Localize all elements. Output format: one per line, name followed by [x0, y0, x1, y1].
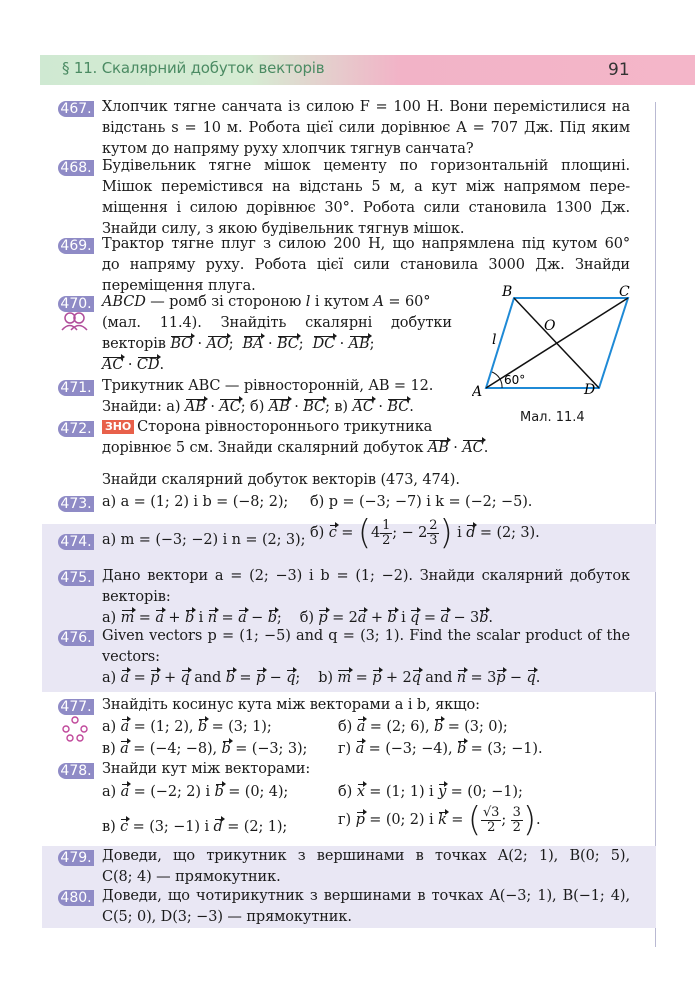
intro-473-474: Знайди скалярний добуток векторів (473, 474).	[102, 472, 460, 488]
problem-480-line: Доведи, що чотирикутник з вершинами в точках A(−3; 1), B(−1; 4),	[102, 888, 630, 904]
problem-479-line: Доведи, що трикутник з вершинами в точках A(2; 1), B(0; 5),	[102, 848, 630, 864]
problem-476-line: Given vectors p = (1; −5) and q = (3; 1). Find the scalar product of the	[102, 628, 630, 644]
problem-469-line: до напряму руху. Робота цієї сили становила 3000 Дж. Знайди	[102, 257, 630, 273]
section-title: § 11. Скалярний добуток векторів	[62, 59, 325, 77]
problem-number-480: 480.	[58, 890, 94, 906]
problem-470-line: ABCD — ромб зі стороною l і кутом A = 60°	[102, 294, 431, 310]
problem-468-line: Знайди силу, з якою будівельник тягнув мішок.	[102, 221, 465, 237]
vertex-a: A	[472, 384, 483, 400]
vertex-d: D	[584, 382, 596, 398]
problem-number-476: 476.	[58, 630, 94, 646]
problem-469-line: Трактор тягне плуг з силою 200 Н, що напрямлена під кутом 60°	[102, 236, 630, 252]
problem-476-line: vectors:	[102, 649, 160, 665]
problem-number-474: 474.	[58, 534, 94, 550]
problem-number-473: 473.	[58, 496, 94, 512]
problem-number-468: 468.	[58, 160, 94, 176]
problem-477-c: в) a = (−4; −8), b = (−3; 3);	[102, 741, 308, 757]
problem-480-line: C(5; 0), D(3; −3) — прямокутник.	[102, 909, 352, 925]
problem-number-467: 467.	[58, 101, 94, 117]
problem-476-items: а) a = p + q and b = p − q; b) m = p + 2q and n = 3p − q.	[102, 670, 541, 686]
problem-478-b: б) x = (1; 1) і y = (0; −1);	[338, 784, 523, 800]
problem-478-d: г) p = (0; 2) і k = ( $\frac{√3}{2}$ ; $\frac{3}{2}$ ).	[338, 800, 541, 840]
problem-477-a: а) a = (1; 2), b = (3; 1);	[102, 719, 272, 735]
problem-number-471: 471.	[58, 380, 94, 396]
problem-477-d: г) a = (−3; −4), b = (3; −1).	[338, 741, 543, 757]
problem-470-line: AC · CD.	[102, 357, 164, 373]
problem-number-470: 470.	[58, 296, 94, 312]
problem-474-a: а) m = (−3; −2) і n = (2; 3);	[102, 532, 306, 548]
page-header	[40, 55, 695, 85]
problem-474-b: б) c = (4 $\frac{1}{2}$ ; − 2 $\frac{2}{3}$ ) і d = (2; 3).	[310, 513, 540, 553]
problem-477-line: Знайдіть косинус кута між векторами a і b, якщо:	[102, 697, 480, 713]
page-number: 91	[608, 60, 630, 80]
vertex-b: B	[502, 284, 513, 300]
problem-467-line: Хлопчик тягне санчата із силою F = 100 Н. Вони перемістилися на	[102, 99, 630, 115]
problem-472-line: ЗНО Сторона рівностороннього трикутника	[102, 419, 432, 435]
problem-471-line: Знайди: а) AB · AC; б) AB · BC; в) AC · BC.	[102, 399, 414, 415]
problem-479-line: C(8; 4) — прямокутник.	[102, 869, 281, 885]
side-label: l	[492, 332, 497, 348]
problem-470-line: векторів BO · AO; BA · BC; DC · AB;	[102, 336, 375, 352]
problem-477-b: б) a = (2; 6), b = (3; 0);	[338, 719, 508, 735]
problem-472-line: дорівнює 5 см. Знайди скалярний добуток AB · AC.	[102, 440, 489, 456]
vertex-c: C	[619, 284, 630, 300]
problem-470-line: (мал. 11.4). Знайдіть скалярні добутки	[102, 315, 452, 331]
problem-number-472: 472.	[58, 421, 94, 437]
problem-467-line: відстань s = 10 м. Робота цієї сили дорівнює A = 707 Дж. Під яким	[102, 120, 630, 136]
problem-number-475: 475.	[58, 570, 94, 586]
problem-475-line: векторів:	[102, 589, 171, 605]
pair-work-icon	[60, 311, 90, 331]
problem-number-478: 478.	[58, 763, 94, 779]
problem-478-c: в) c = (3; −1) і d = (2; 1);	[102, 819, 288, 835]
problem-478-a: а) a = (−2; 2) і b = (0; 4);	[102, 784, 289, 800]
problem-468-line: Мішок перемістився на відстань 5 м, а кут між напрямом пере-	[102, 179, 630, 195]
problem-number-477: 477.	[58, 699, 94, 715]
problem-468-line: Будівельник тягне мішок цементу по горизонтальній площині.	[102, 158, 630, 174]
rhombus-figure	[472, 282, 652, 410]
vertex-o: O	[544, 318, 556, 334]
problem-number-479: 479.	[58, 850, 94, 866]
problem-number-469: 469.	[58, 238, 94, 254]
problem-475-line: Дано вектори a = (2; −3) і b = (1; −2). Знайди скалярний добуток	[102, 568, 630, 584]
problem-478-line: Знайди кут між векторами:	[102, 761, 311, 777]
problem-473-b: б) p = (−3; −7) і k = (−2; −5).	[310, 494, 533, 510]
zno-badge: ЗНО	[102, 420, 134, 434]
figure-caption: Мал. 11.4	[520, 410, 585, 425]
problem-467-line: кутом до напряму руху хлопчик тягнув санчата?	[102, 141, 474, 157]
problem-473-a: а) a = (1; 2) і b = (−8; 2);	[102, 494, 289, 510]
problem-475-items: а) m = a + b і n = a − b; б) p = 2a + b і q = a − 3b.	[102, 610, 493, 626]
problem-471-line: Трикутник ABC — рівносторонній, AB = 12.	[102, 378, 434, 394]
problem-468-line: міщення і силою дорівнює 30°. Робота сили становила 1300 Дж.	[102, 200, 630, 216]
group-work-icon	[62, 716, 88, 742]
angle-label: 60°	[504, 373, 526, 387]
problem-469-line: переміщення плуга.	[102, 278, 256, 294]
